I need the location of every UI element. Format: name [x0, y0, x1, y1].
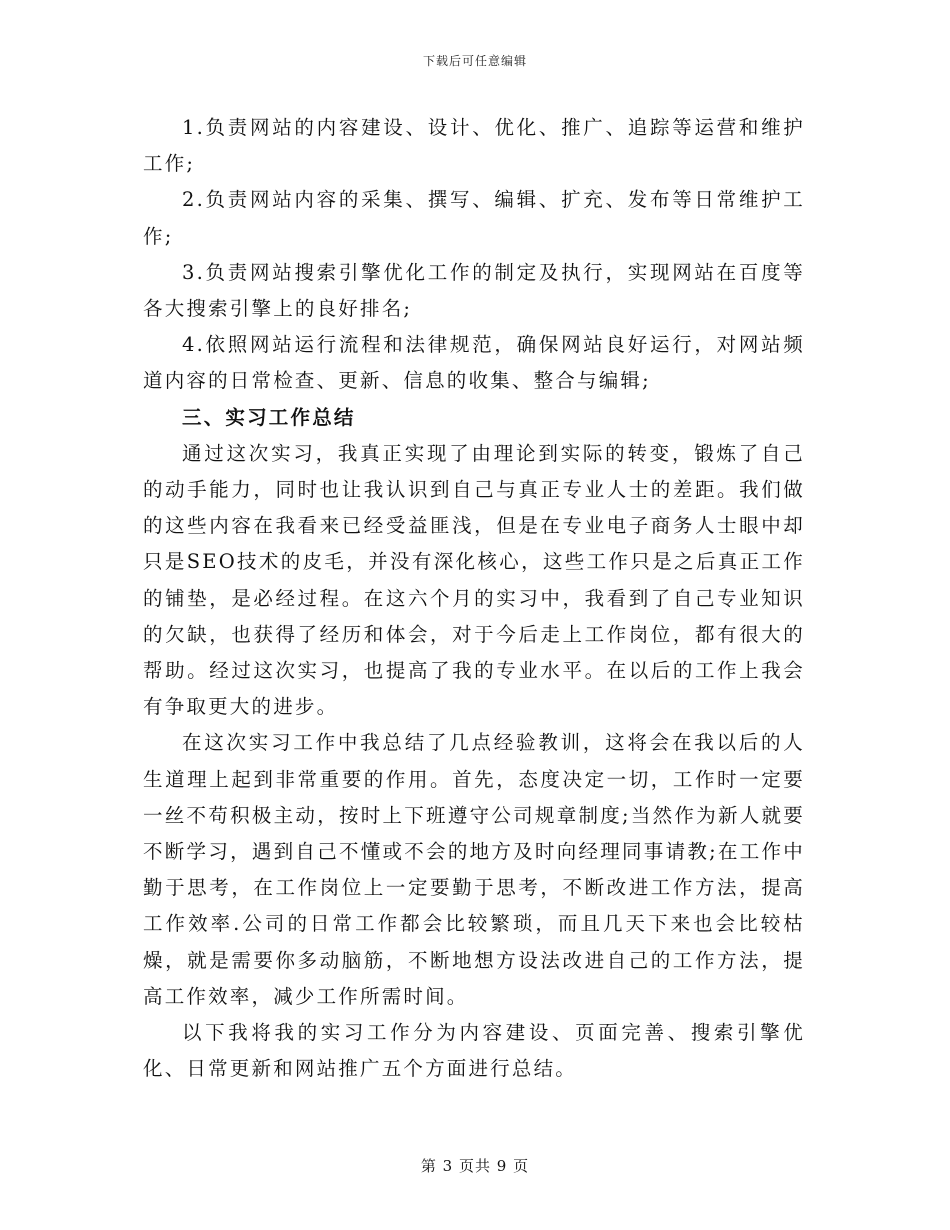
- document-body: [143, 110, 805, 1087]
- duty-item-2: 2.负责网站内容的采集、撰写、编辑、扩充、发布等日常维护工作;: [143, 188, 805, 248]
- duty-item-1: 1.负责网站的内容建设、设计、优化、推广、追踪等运营和维护工作;: [143, 116, 805, 176]
- summary-paragraph-1: 通过这次实习，我真正实现了由理论到实际的转变，锻炼了自己的动手能力，同时也让我认识到自己与真正专业人士的差距。我们做的这些内容在我看来已经受益匪浅，但是在专业电子商务人士眼中却只是SEO技术的皮毛，并没有深化核心，这些工作只是之后真正工作的铺垫，是必经过程。在这六个月的实习中，我看到了自己专业知识的欠缺，也获得了经历和体会，对于今后走上工作岗位，都有很大的帮助。经过这次实习，也提高了我的专业水平。在以后的工作上我会有争取更大的进步。: [143, 441, 805, 719]
- page-footer: 第 3 页共 9 页: [420, 1157, 530, 1175]
- duty-item-3: 3.负责网站搜索引擎优化工作的制定及执行，实现网站在百度等各大搜索引擎上的良好排名;: [143, 260, 805, 321]
- page-header: 下载后可任意编辑: [422, 54, 527, 68]
- summary-paragraph-2: 在这次实习工作中我总结了几点经验教训，这将会在我以后的人生道理上起到非常重要的作用。首先，态度决定一切，工作时一定要一丝不苟积极主动，按时上下班遵守公司规章制度;当然作为新人就要不断学习，遇到自己不懂或不会的地方及时向经理同事请教;在工作中勤于思考，在工作岗位上一定要勤于思考，不断改进工作方法，提高工作效率.公司的日常工作都会比较繁琐，而且几天下来也会比较枯燥，就是需要你多动脑筋，不断地想方设法改进自己的工作方法，提高工作效率，减少工作所需时间。: [143, 731, 805, 1008]
- section-heading: 三、实习工作总结: [182, 405, 356, 429]
- duty-item-4: 4.依照网站运行流程和法律规范，确保网站良好运行，对网站频道内容的日常检查、更新、信息的收集、整合与编辑;: [143, 333, 805, 393]
- summary-paragraph-3: 以下我将我的实习工作分为内容建设、页面完善、搜索引擎优化、日常更新和网站推广五个方面进行总结。: [143, 1021, 805, 1081]
